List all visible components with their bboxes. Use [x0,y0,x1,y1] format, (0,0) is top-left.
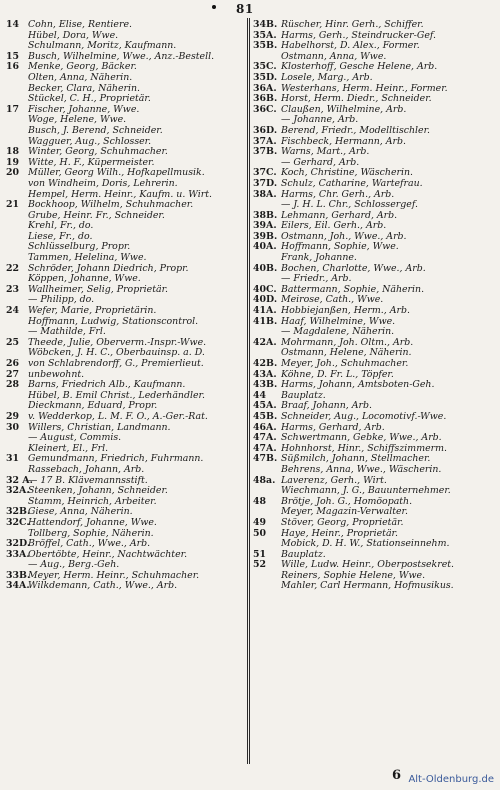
house-number: 43A. [253,368,277,380]
house-number: 36B. [253,93,278,105]
directory-entry [253,306,496,317]
resident-text: Klosterhoff, Gesche Helene, Arb. [281,62,438,73]
resident-text: Laverenz, Gerh., Wirt. [281,475,387,486]
resident-text: Kleinert, El., Frl. [28,443,109,454]
directory-entry [6,84,243,95]
resident-text: Brötje, Joh. G., Homöopath. [281,496,413,507]
house-number: 39B. [253,230,278,242]
house-number: 28 [6,379,20,391]
resident-text: — Johanne, Arb. [281,115,359,126]
directory-entry [253,465,496,476]
directory-entry [253,581,496,592]
directory-entry [6,211,243,222]
resident-text: Harms, Gerh., Steindrucker-Gef. [281,30,436,41]
house-number: 36C. [253,103,277,115]
house-number: 41B. [253,315,278,327]
directory-entry [253,338,496,349]
resident-text: Haaf, Wilhelmine, Wwe. [281,316,396,327]
directory-entry [253,348,496,359]
house-number: 37C. [253,167,277,179]
resident-text: unbewohnt. [28,369,85,380]
directory-entry [6,73,243,84]
directory-entry [253,242,496,253]
directory-entry [253,179,496,190]
directory-entry [6,126,243,137]
resident-text: Rassebach, Johann, Arb. [28,464,145,475]
house-number: 32C. [6,516,30,528]
resident-text: Schulz, Catharine, Wartefrau. [281,178,423,189]
page-number: 81 [236,2,254,16]
directory-entry [253,327,496,338]
resident-text: Harms, Johann, Amtsboten-Geh. [281,380,435,391]
resident-text: Gemundmann, Friedrich, Fuhrmann. [28,454,204,465]
house-number: 41A. [253,305,277,317]
directory-entry [6,486,243,497]
resident-text: Schwertmann, Gebke, Wwe., Arb. [281,433,442,444]
resident-text: — Friedr., Arb. [281,274,352,285]
directory-entry [253,560,496,571]
directory-entry [6,444,243,455]
resident-text: Becker, Clara, Näherin. [28,83,140,94]
directory-entry [6,539,243,550]
directory-entry [6,52,243,63]
directory-entry [253,20,496,31]
house-number: 34B. [253,20,278,30]
resident-text: Koch, Christine, Wäscherin. [281,168,414,179]
house-number: 40A. [253,241,277,253]
house-number: 36D. [253,124,278,136]
directory-entry [253,486,496,497]
resident-text: — Mathilde, Frl. [28,327,106,338]
house-number: 49 [253,516,267,528]
resident-text: Woge, Helene, Wwe. [28,115,127,126]
house-number: 38A. [253,188,277,200]
resident-text: — J. H. L. Chr., Schlossergef. [281,200,418,211]
directory-entry [6,190,243,201]
directory-entry [6,105,243,116]
directory-entry [253,221,496,232]
resident-text: Wiechmann, J. G., Bauunternehmer. [281,486,451,497]
resident-text: Wagguer, Aug., Schlosser. [28,136,152,147]
house-number: 43B. [253,379,278,391]
house-number: 47B. [253,453,278,465]
directory-entry [6,401,243,412]
resident-text: Süßmilch, Johann, Stellmacher. [281,454,431,465]
resident-text: Haye, Heinr., Proprietär. [281,528,398,539]
resident-text: Eilers, Eil. Gerh., Arb. [281,221,387,232]
directory-entry [6,581,243,592]
resident-text: Hübel, B. Emil Christ., Lederhändler. [28,390,205,401]
directory-entry [253,550,496,561]
house-number: 45B. [253,410,278,422]
house-number: 29 [6,410,20,422]
resident-text: Battermann, Sophie, Näherin. [281,284,425,295]
resident-text: — Magdalene, Näherin. [281,327,395,338]
resident-text: Cohn, Elise, Rentiere. [28,20,132,30]
resident-text: Dieckmann, Eduard, Propr. [28,401,158,412]
directory-entry [6,158,243,169]
resident-text: von Windheim, Doris, Lehrerin. [28,178,178,189]
resident-text: — Aug., Berg.-Geh. [28,560,120,571]
directory-entry [253,391,496,402]
resident-text: Hohnhorst, Hinr., Schiffszimmerm. [281,443,447,454]
resident-text: Olten, Anna, Näherin. [28,72,133,83]
directory-entry [253,380,496,391]
directory-entry [6,147,243,158]
directory-entry [6,433,243,444]
resident-text: Westerhans, Herm. Heinr., Former. [281,83,448,94]
resident-text: Giese, Anna, Näherin. [28,507,133,518]
resident-text: Köppen, Johanne, Wwe. [28,274,141,285]
directory-entry [6,317,243,328]
directory-entry [6,41,243,52]
resident-text: Hoffmann, Ludwig, Stationscontrol. [28,316,199,327]
directory-entry [253,423,496,434]
directory-entry [253,370,496,381]
directory-entry [253,73,496,84]
house-number: 18 [6,146,20,158]
resident-text: Bröffel, Cath., Wwe., Arb. [28,539,151,550]
directory-entry [6,264,243,275]
directory-entry [6,423,243,434]
resident-text: Behrens, Anna, Wwe., Wäscherin. [281,464,442,475]
directory-entry [6,391,243,402]
directory-entry [253,31,496,42]
resident-text: Rüscher, Hinr. Gerh., Schiffer. [281,20,424,30]
directory-entry [6,454,243,465]
directory-entry [253,571,496,582]
column-divider-double [249,18,250,764]
house-number: 40C. [253,283,277,295]
house-number: 30 [6,421,20,433]
resident-text: Ostmann, Joh., Wwe., Arb. [281,231,407,242]
directory-entry [253,274,496,285]
directory-entry [253,529,496,540]
resident-text: Müller, Georg Wilh., Hofkapellmusik. [28,168,205,179]
house-number: 38B. [253,209,278,221]
directory-entry [6,507,243,518]
house-number: 35B. [253,40,278,52]
house-number: 23 [6,283,20,295]
directory-entry [253,295,496,306]
resident-text: Harms, Gerhard, Arb. [281,422,385,433]
house-number: 32 A. [6,474,33,486]
resident-text: Köhne, D. Fr. L., Töpfer. [281,369,394,380]
house-number: 37D. [253,177,278,189]
resident-text: Steenken, Johann, Schneider. [28,486,168,497]
directory-entry [6,529,243,540]
resident-text: Claußen, Wilhelmine, Arb. [281,104,407,115]
directory-entry [6,359,243,370]
resident-text: Berend, Friedr., Modelltischler. [281,125,431,136]
house-number: 47A. [253,442,277,454]
resident-text: Mohrmann, Joh. Oltm., Arb. [281,337,414,348]
directory-entry [253,539,496,550]
resident-text: Mahler, Carl Hermann, Hofmusikus. [281,581,454,592]
house-number: 48a. [253,474,276,486]
house-number: 36A. [253,82,277,94]
house-number: 35D. [253,71,278,83]
house-number: 40B. [253,262,278,274]
directory-entry [253,497,496,508]
directory-entry [253,41,496,52]
directory-entry [253,253,496,264]
directory-entry [253,84,496,95]
resident-text: — 17 B. Klävemannsstift. [28,475,148,486]
directory-entry [6,31,243,42]
directory-entry [253,433,496,444]
house-number: 48 [253,495,267,507]
resident-text: Theede, Julie, Oberverm.-Inspr.-Wwe. [28,337,207,348]
directory-entry [6,200,243,211]
resident-text: Busch, J. Berend, Schneider. [28,125,163,136]
resident-text: Wallheimer, Selig, Proprietär. [28,284,169,295]
directory-entry [6,115,243,126]
resident-text: Hempel, Herm. Heinr., Kaufm. u. Wirt. [28,189,212,200]
directory-entry [6,94,243,105]
directory-entry [6,560,243,571]
house-number: 32B. [6,506,31,518]
page-header [0,2,500,18]
house-number: 46A. [253,421,277,433]
resident-text: Ostmann, Helene, Näherin. [281,348,412,359]
resident-text: Barns, Friedrich Alb., Kaufmann. [28,380,186,391]
resident-text: Horst, Herm. Diedr., Schneider. [281,94,432,105]
footer-number: 6 [392,768,402,783]
house-number: 42B. [253,358,278,369]
directory-entry [253,232,496,243]
directory-entry [253,285,496,296]
house-number: 51 [253,548,267,560]
resident-text: Schröder, Johann Diedrich, Propr. [28,263,189,274]
resident-text: Hobbiejanßen, Herm., Arb. [281,306,410,317]
directory-entry [253,62,496,73]
directory-entry [253,137,496,148]
directory-entry [6,518,243,529]
resident-text: Wilkdemann, Cath., Wwe., Arb. [28,581,178,592]
resident-text: Bochen, Charlotte, Wwe., Arb. [281,263,426,274]
directory-entry [6,370,243,381]
directory-entry [253,444,496,455]
house-number: 40D. [253,294,278,306]
house-number: 27 [6,368,20,380]
directory-entry [253,52,496,63]
house-number: 26 [6,358,20,369]
house-number: 47A. [253,432,277,444]
resident-text: Stückel, C. H., Proprietär. [28,94,151,105]
directory-entry [253,359,496,370]
resident-text: Meyer, Joh., Schuhmacher. [281,359,409,369]
resident-text: Tollberg, Sophie, Näherin. [28,528,154,539]
resident-text: Tammen, Helelina, Wwe. [28,253,147,264]
house-number: 35C. [253,61,277,73]
directory-entry [253,264,496,275]
directory-entry [253,211,496,222]
directory-entry [253,412,496,423]
house-number: 44 [253,389,267,401]
resident-text: Stamm, Heinrich, Arbeiter. [28,496,157,507]
resident-text: — August, Commis. [28,433,122,444]
directory-entry [253,168,496,179]
resident-text: Obertöbte, Heinr., Nachtwächter. [28,549,188,560]
resident-text: Harms, Chr. Gerh., Arb. [281,189,395,200]
directory-entry [6,137,243,148]
house-number: 35A. [253,29,277,41]
resident-text: Krehl, Fr., do. [28,221,94,232]
directory-entry [6,221,243,232]
house-number: 25 [6,336,20,348]
directory-entry [253,115,496,126]
directory-entry [6,327,243,338]
resident-text: Wöbcken, J. H. C., Oberbauinsp. a. D. [28,348,205,359]
resident-text: von Schlabrendorff, G., Premierlieut. [28,359,204,369]
house-number: 14 [6,20,20,30]
resident-text: — Gerhard, Arb. [281,157,360,168]
directory-entry [6,285,243,296]
resident-text: Menke, Georg, Bäcker. [28,62,137,73]
resident-text: Grube, Heinr. Fr., Schneider. [28,210,165,221]
directory-entry [253,401,496,412]
right-column [253,20,496,762]
watermark: Alt-Oldenburg.de [408,774,494,785]
resident-text: Hattendorf, Johanne, Wwe. [28,517,157,528]
directory-entry [253,518,496,529]
resident-text: — Philipp, do. [28,295,95,306]
directory-entry [6,476,243,487]
resident-text: Winter, Georg, Schuhmacher. [28,147,168,158]
resident-text: Schulmann, Moritz, Kaufmann. [28,41,177,52]
resident-text: Fischer, Johanne, Wwe. [28,104,140,115]
house-number: 16 [6,61,20,73]
directory-entry [6,179,243,190]
directory-entry [253,105,496,116]
directory-entry [6,232,243,243]
directory-entry [253,476,496,487]
directory-entry [253,147,496,158]
resident-text: Habelhorst, D. Alex., Former. [281,41,420,52]
house-number: 20 [6,167,20,179]
house-number: 32D. [6,538,31,550]
left-column [6,20,243,762]
directory-entry [253,94,496,105]
house-number: 37B. [253,146,278,158]
house-number: 32A. [6,485,30,497]
house-number: 21 [6,199,20,211]
directory-entry [253,190,496,201]
resident-text: Stöver, Georg, Proprietär. [281,517,404,528]
resident-text: Bockhoop, Wilhelm, Schuhmacher. [28,200,194,211]
resident-text: Willers, Christian, Landmann. [28,422,171,433]
directory-entry [253,507,496,518]
directory-entry [6,465,243,476]
directory-entry [6,550,243,561]
directory-entry [6,497,243,508]
directory-entry [6,242,243,253]
directory-entry [6,62,243,73]
resident-text: Hübel, Dora, Wwe. [28,30,119,41]
resident-text: Meyer, Magazin-Verwalter. [281,507,408,518]
house-number: 19 [6,156,20,168]
directory-entry [6,571,243,582]
directory-entry [6,253,243,264]
directory-entry [6,168,243,179]
resident-text: Losele, Marg., Arb. [281,72,373,83]
directory-entry [6,20,243,31]
directory-entry [253,126,496,137]
resident-text: Hoffmann, Sophie, Wwe. [281,242,399,253]
house-number: 45A. [253,400,277,412]
resident-text: v. Wedderkop, L. M. F. O., A.-Ger.-Rat. [28,411,208,422]
resident-text: Lehmann, Gerhard, Arb. [281,210,398,221]
resident-text: Frank, Johanne. [281,253,357,264]
resident-text: Liese, Fr., do. [28,231,93,242]
resident-text: Bauplatz. [281,549,326,560]
house-number: 33A. [6,548,30,560]
house-number: 33B. [6,569,31,581]
resident-text: Busch, Wilhelmine, Wwe., Anz.-Bestell. [28,51,215,62]
directory-entry [6,412,243,423]
house-number: 42A. [253,336,277,348]
house-number: 39A. [253,220,277,232]
house-number: 37A. [253,135,277,147]
house-number: 31 [6,453,20,465]
resident-text: Wefer, Marie, Proprietärin. [28,306,157,317]
house-number: 15 [6,50,20,62]
directory-entry [6,348,243,359]
resident-text: Schlüsselburg, Propr. [28,242,131,253]
resident-text: Witte, H. F., Küpermeister. [28,157,155,168]
directory-entry [253,454,496,465]
resident-text: Reiners, Sophie Helene, Wwe. [281,570,426,581]
resident-text: Fischbeck, Hermann, Arb. [281,136,406,147]
column-divider [247,18,248,764]
resident-text: Meyer, Herm. Heinr., Schuhmacher. [28,570,200,581]
directory-entry [6,306,243,317]
directory-entry [253,200,496,211]
directory-entry [6,338,243,349]
house-number: 22 [6,262,20,274]
resident-text: Wille, Ludw. Heinr., Oberpostsekret. [281,560,455,571]
resident-text: Meirose, Cath., Wwe. [281,295,384,306]
resident-text: Schneider, Aug., Locomotivf.-Wwe. [281,411,447,422]
house-number: 24 [6,305,20,317]
house-number: 34A. [6,580,30,592]
directory-entry [6,274,243,285]
resident-text: Warns, Mart., Arb. [281,147,370,158]
house-number: 17 [6,103,20,115]
resident-text: Mobick, D. H. W., Stationseinnehm. [281,539,450,550]
house-number: 52 [253,559,267,571]
directory-entry [253,158,496,169]
house-number: 50 [253,527,267,539]
header-dot [212,5,216,9]
resident-text: Bauplatz. [281,390,326,401]
directory-entry [253,317,496,328]
directory-entry [6,295,243,306]
resident-text: Ostmann, Anna, Wwe. [281,51,387,62]
directory-entry [6,380,243,391]
resident-text: Braaf, Johann, Arb. [281,401,372,412]
